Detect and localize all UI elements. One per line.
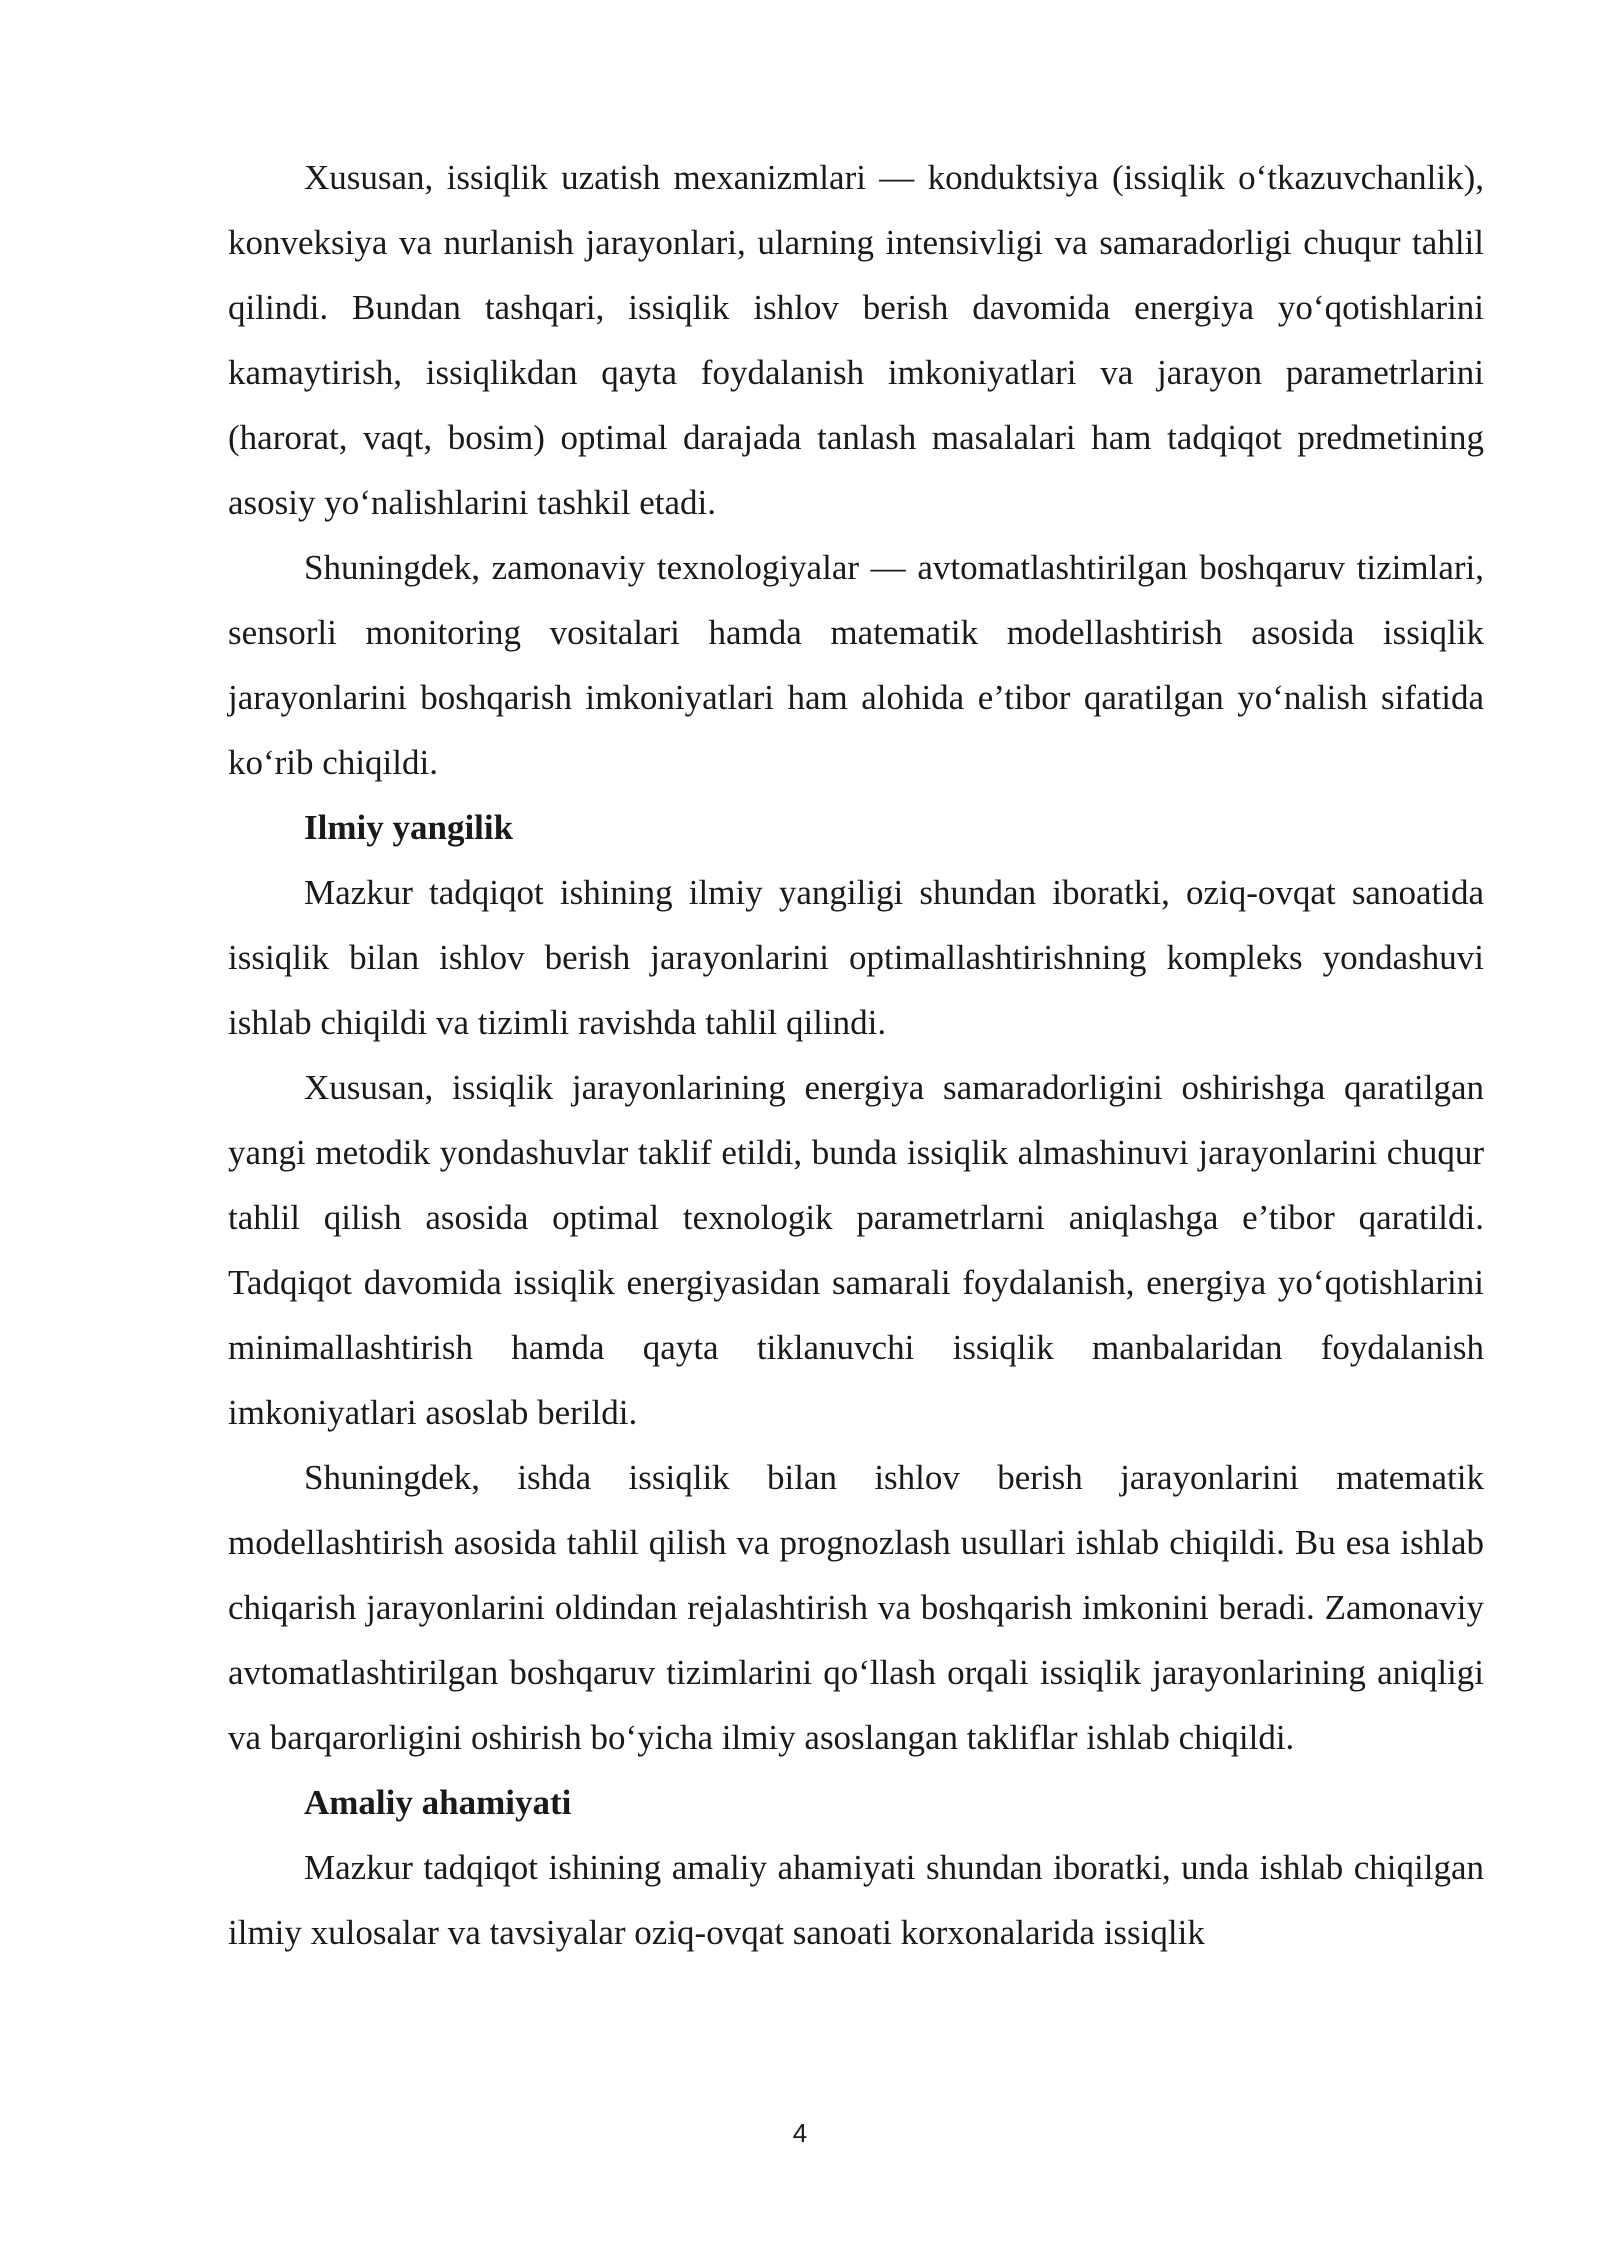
- section-heading-scientific-novelty: Ilmiy yangilik: [304, 808, 514, 847]
- paragraph-novelty-intro: Mazkur tadqiqot ishining ilmiy yangiligi shundan iboratki, oziq-ovqat sanoatida issiqlik bilan ishlov berish jarayonlarini optimallashtirishning kompleks yondashuvi ishlab chiqildi va tizimli ravishda tahlil qilindi.: [228, 873, 1484, 1042]
- paragraph-mathematical-modeling: Shuningdek, ishda issiqlik bilan ishlov berish jarayonlarini matematik modellashtirish asosida tahlil qilish va prognozlash usullari ishlab chiqildi. Bu esa ishlab chiqarish jarayonlarini oldindan rejalashtirish va boshqarish imkonini beradi. Zamonaviy avtomatlashtirilgan boshqaruv tizimlarini qo‘llash orqali issiqlik jarayonlarining aniqligi va barqarorligini oshirish bo‘yicha ilmiy asoslangan takliflar ishlab chiqildi.: [228, 1458, 1484, 1757]
- paragraph-energy-efficiency: Xususan, issiqlik jarayonlarining energiya samaradorligini oshirishga qaratilgan yangi metodik yondashuvlar taklif etildi, bunda issiqlik almashinuvi jarayonlarini chuqur tahlil qilish asosida optimal texnologik parametrlarni aniqlashga e’tibor qaratildi. Tadqiqot davomida issiqlik energiyasidan samarali foydalanish, energiya yo‘qotishlarini minimallashtirish hamda qayta tiklanuvchi issiqlik manbalaridan foydalanish imkoniyatlari asoslab berildi.: [228, 1068, 1484, 1432]
- paragraph-practical-significance: Mazkur tadqiqot ishining amaliy ahamiyati shundan iboratki, unda ishlab chiqilgan ilmiy xulosalar va tavsiyalar oziq-ovqat sanoati korxonalarida issiqlik: [228, 1848, 1484, 1952]
- paragraph-heat-transfer-mechanisms: Xususan, issiqlik uzatish mexanizmlari — konduktsiya (issiqlik o‘tkazuvchanlik), konveksiya va nurlanish jarayonlari, ularning intensivligi va samaradorligi chuqur tahlil qilindi. Bundan tashqari, issiqlik ishlov berish davomida energiya yo‘qotishlarini kamaytirish, issiqlikdan qayta foydalanish imkoniyatlari va jarayon parametrlarini (harorat, vaqt, bosim) optimal darajada tanlash masalalari ham tadqiqot predmetining asosiy yo‘nalishlarini tashkil etadi.: [228, 158, 1484, 522]
- paragraph-modern-technologies: Shuningdek, zamonaviy texnologiyalar — avtomatlashtirilgan boshqaruv tizimlari, sensorli monitoring vositalari hamda matematik modellashtirish asosida issiqlik jarayonlarini boshqarish imkoniyatlari ham alohida e’tibor qaratilgan yo‘nalish sifatida ko‘rib chiqildi.: [228, 548, 1484, 782]
- document-body: [228, 145, 1484, 1965]
- page-number: 4: [792, 2118, 808, 2148]
- section-heading-practical-significance: Amaliy ahamiyati: [304, 1783, 572, 1822]
